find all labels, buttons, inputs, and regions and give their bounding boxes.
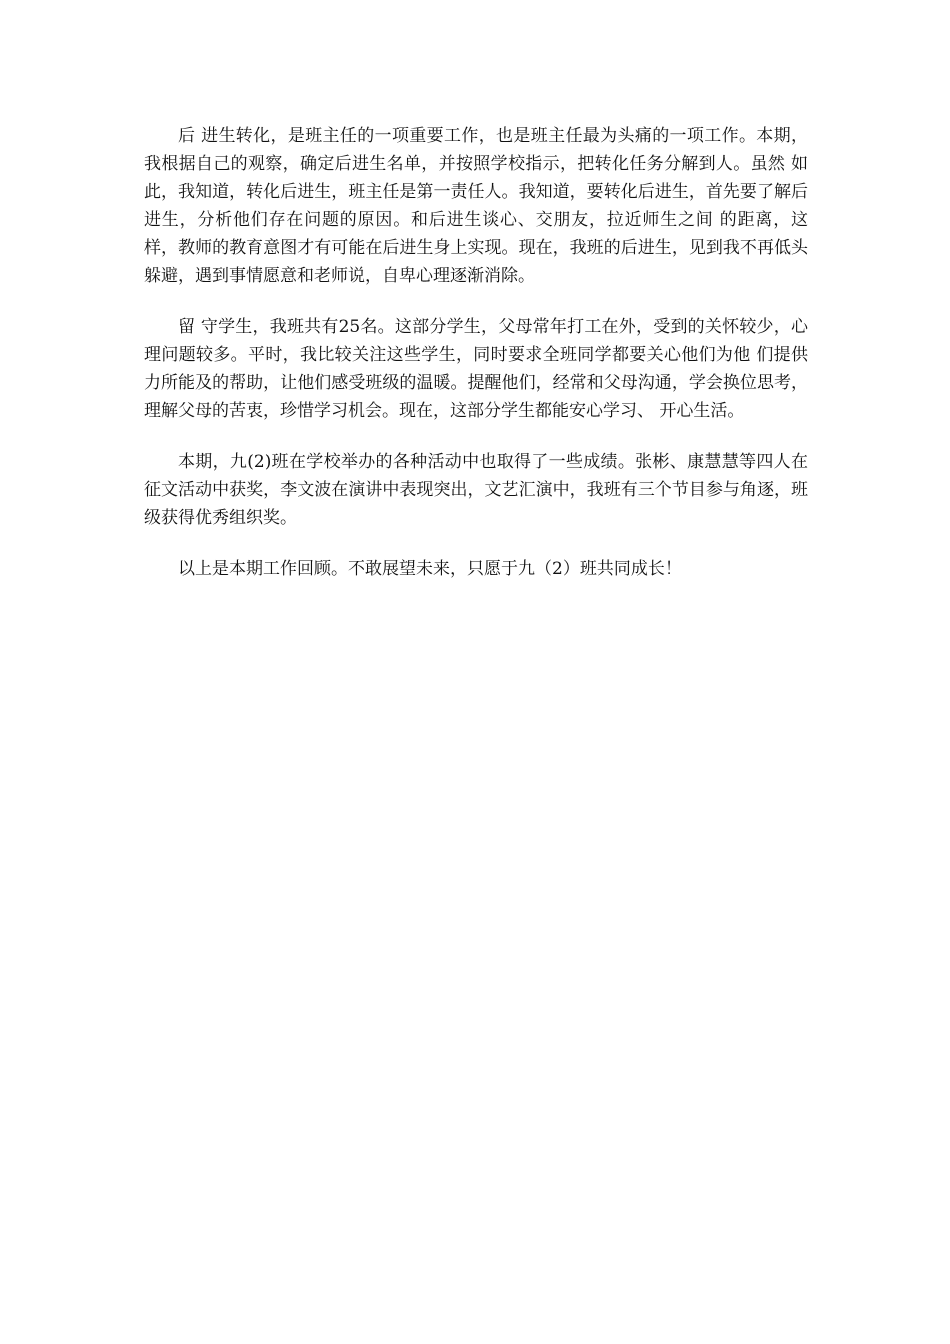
paragraph-activities: 本期，九(2)班在学校举办的各种活动中也取得了一些成绩。张彬、康慧慧等四人在征文活动中获奖，李文波在演讲中表现突出，文艺汇演中，我班有三个节目参与角逐，班级获得优秀组织奖。 — [144, 452, 808, 528]
paragraph-underachievers: 后 进生转化，是班主任的一项重要工作，也是班主任最为头痛的一项工作。本期，我根据自己的观察，确定后进生名单，并按照学校指示，把转化任务分解到人。虽然 如此，我知道，转化后进生，班主任是第一责任人。我知道，要转化后进生，首先要了解后进生，分析他们存在问题的原因。和后进生谈心、交朋友，拉近师生之间 的距离，这样，教师的教育意图才有可能在后进生身上实现。现在，我班的后进生，见到我不再低头躲避，遇到事情愿意和老师说，自卑心理逐渐消除。 — [144, 126, 808, 286]
document-body — [144, 122, 808, 606]
paragraph-left-behind-students: 留 守学生，我班共有25名。这部分学生，父母常年打工在外，受到的关怀较少，心理问题较多。平时，我比较关注这些学生，同时要求全班同学都要关心他们为他 们提供力所能及的帮助，让他们感受班级的温暖。提醒他们，经常和父母沟通，学会换位思考，理解父母的苦衷，珍惜学习机会。现在，这部分学生都能安心学习、 开心生活。 — [144, 317, 808, 421]
paragraph-conclusion: 以上是本期工作回顾。不敢展望未来，只愿于九（2）班共同成长！ — [178, 559, 682, 579]
